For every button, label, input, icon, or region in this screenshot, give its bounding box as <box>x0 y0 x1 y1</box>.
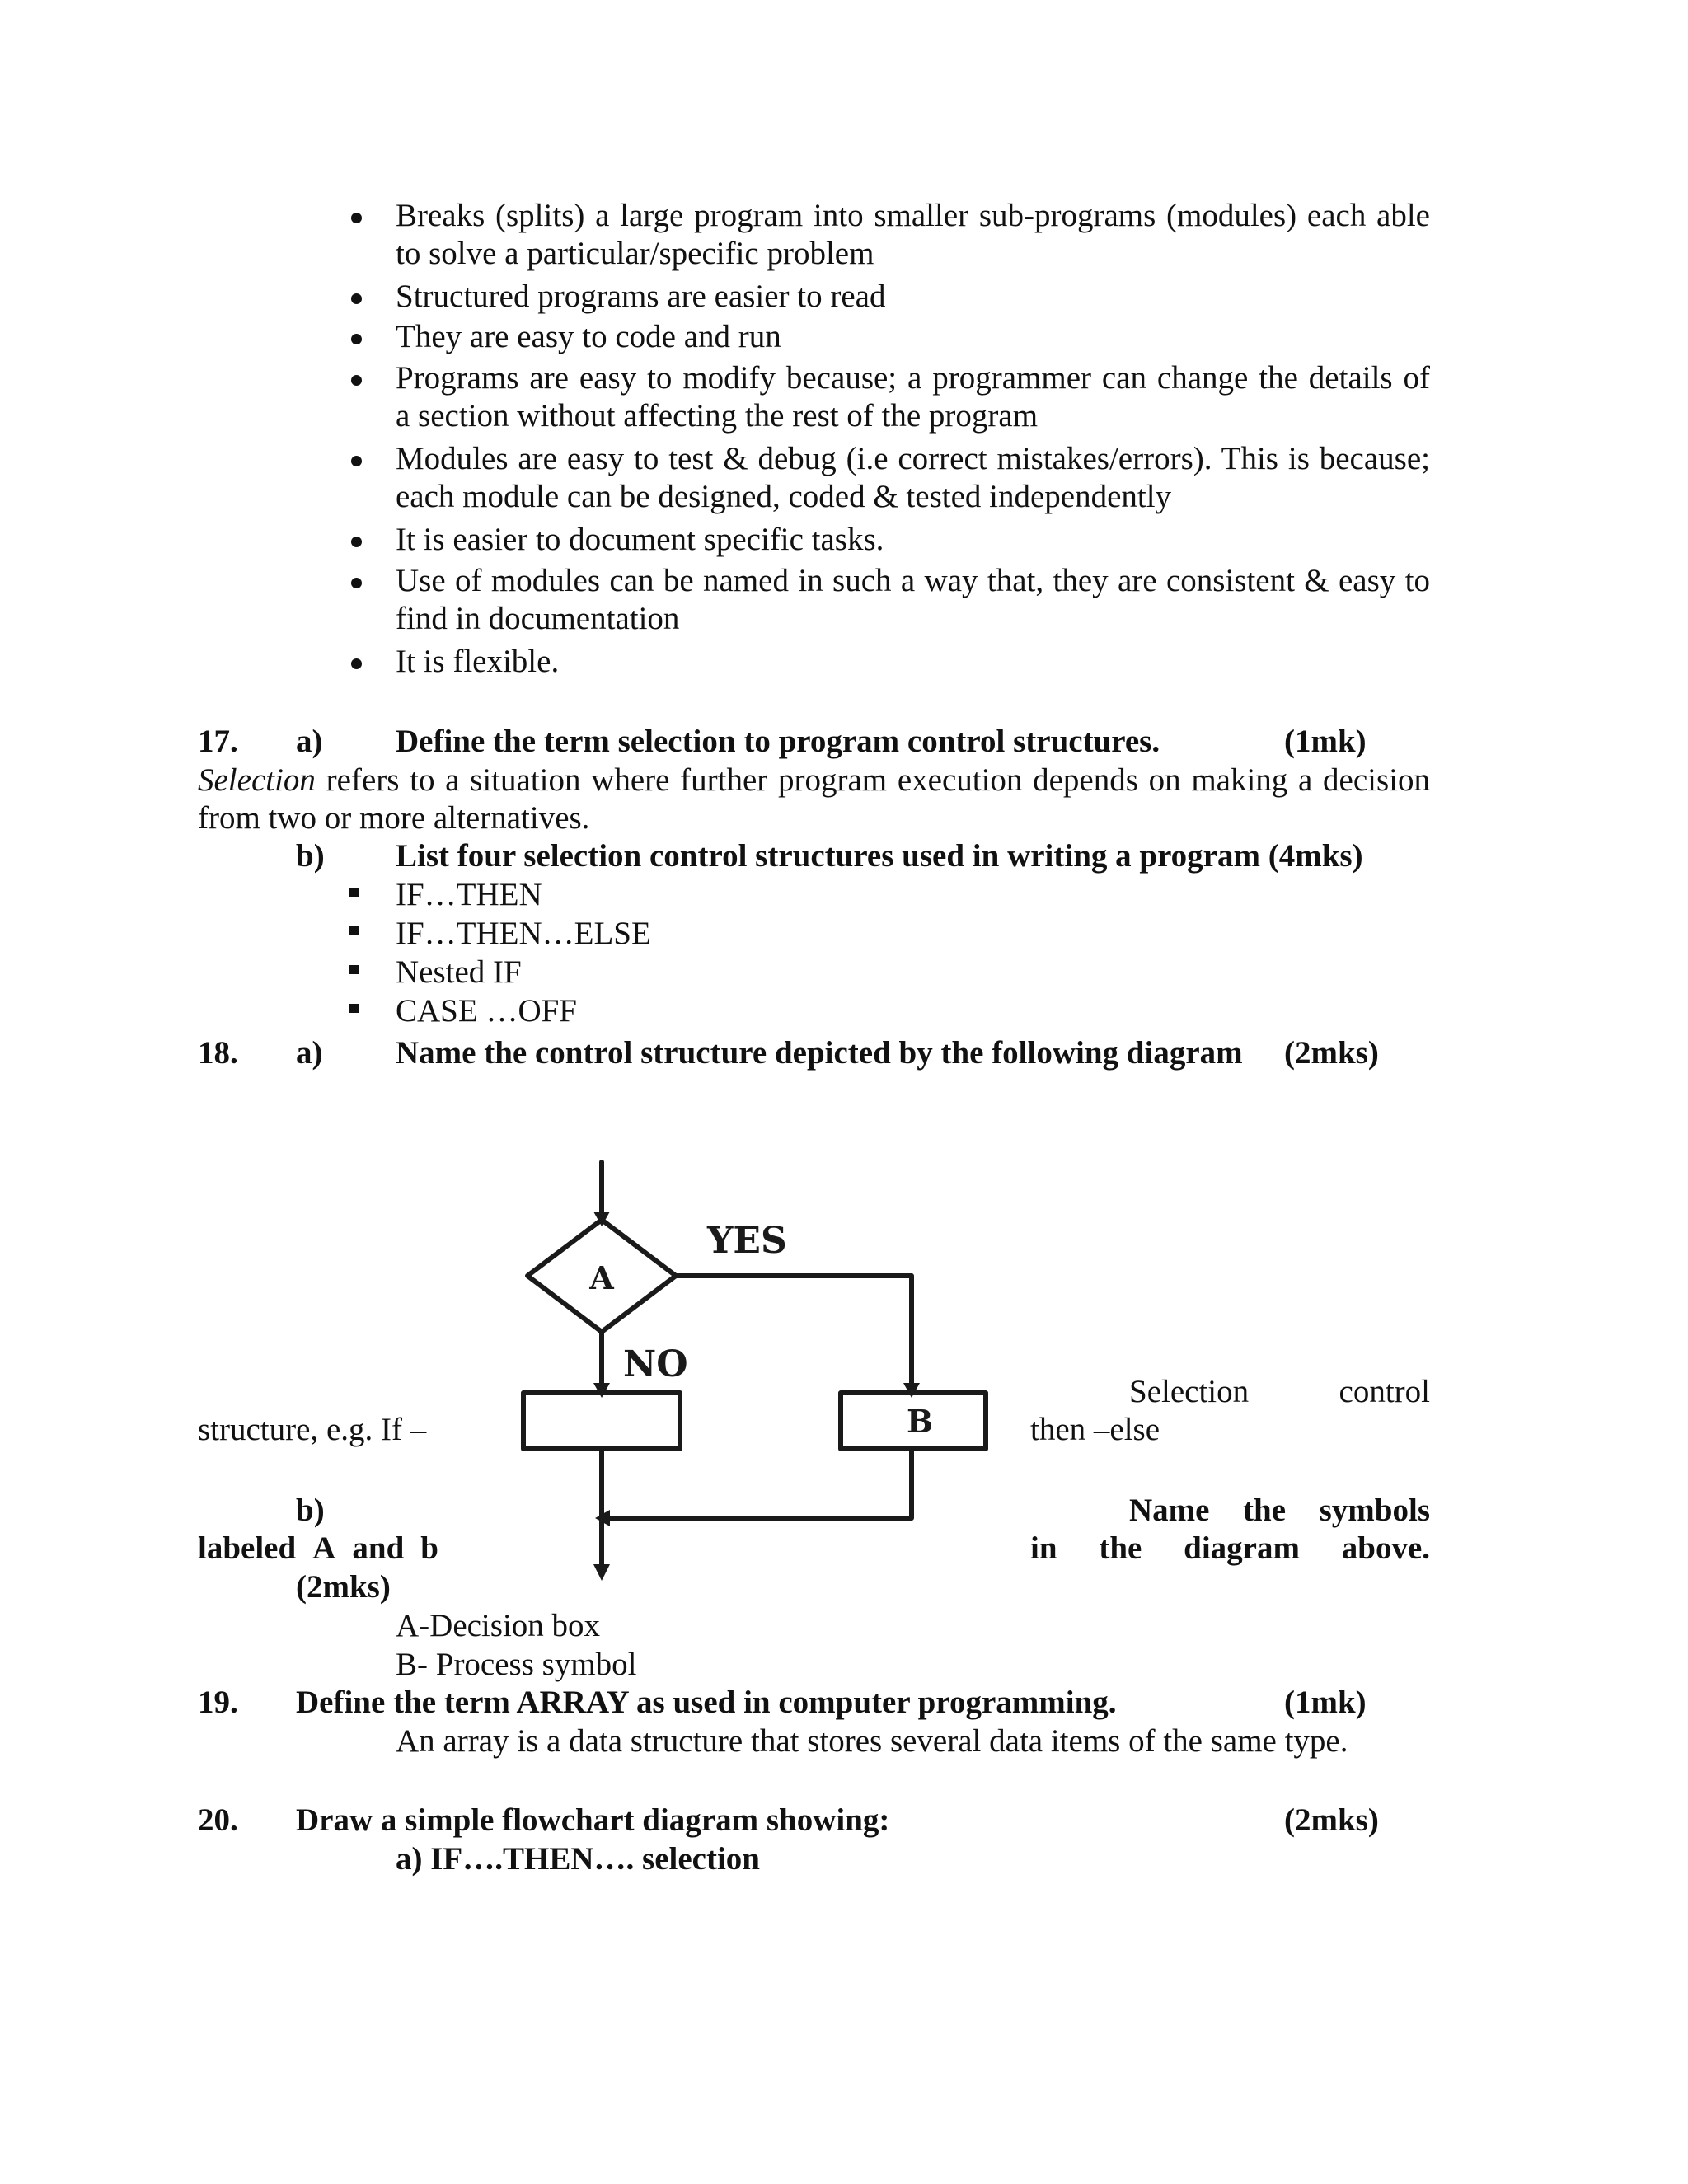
list-item: Programs are easy to modify because; a programmer can change the details of a section without affecting the rest of the program <box>396 360 1430 434</box>
answer-line: Selection control <box>1129 1374 1430 1409</box>
square-bullet-icon <box>349 1004 359 1013</box>
part-label: a) <box>296 724 323 759</box>
merge-line <box>608 1449 912 1518</box>
question-text: Name the symbols <box>1129 1493 1430 1528</box>
bullet-icon <box>351 658 362 669</box>
part-label: a) IF….THEN…. selection <box>396 1841 760 1877</box>
square-bullet-icon <box>349 926 359 935</box>
list-item: Structured programs are easier to read <box>396 279 886 314</box>
left-process-box <box>523 1393 680 1449</box>
list-item: Modules are easy to test & debug (i.e correct mistakes/errors). This is because; each module can be designed, coded & tested independently <box>396 441 1430 514</box>
marks: (1mk) <box>1284 724 1367 759</box>
list-item: They are easy to code and run <box>396 319 781 354</box>
question-number: 19. <box>198 1685 238 1720</box>
list-item: It is easier to document specific tasks. <box>396 522 884 557</box>
square-bullet-icon <box>349 965 359 974</box>
list-item: Nested IF <box>396 954 522 990</box>
list-item: CASE …OFF <box>396 993 577 1029</box>
list-item: It is flexible. <box>396 644 560 679</box>
bullet-icon <box>351 537 362 547</box>
question-text: in the diagram above. <box>1030 1530 1430 1566</box>
part-label: a) <box>296 1035 323 1071</box>
question-text: Define the term ARRAY as used in computer programming. <box>296 1685 1117 1720</box>
answer-text: structure, e.g. If – <box>198 1412 427 1447</box>
yes-label: YES <box>707 1220 787 1262</box>
question-text: List four selection control structures used in writing a program (4mks) <box>396 838 1363 874</box>
question-text: labeled A and b <box>198 1530 438 1566</box>
part-label: b) <box>296 838 325 874</box>
list-item: Use of modules can be named in such a way that, they are consistent & easy to find in documentation <box>396 563 1430 636</box>
part-label: b) <box>296 1493 325 1528</box>
bullet-icon <box>351 213 362 223</box>
answer-text: A-Decision box <box>396 1608 601 1643</box>
answer-text: Selection refers to a situation where further program execution depends on making a decision from two or more alternatives. <box>198 762 1430 836</box>
bullet-icon <box>351 293 362 304</box>
no-label: NO <box>623 1343 688 1385</box>
square-bullet-icon <box>349 888 359 897</box>
answer-text: then –else <box>1030 1412 1160 1447</box>
question-text: Draw a simple flowchart diagram showing: <box>296 1802 890 1838</box>
bullet-icon <box>351 578 362 588</box>
question-number: 18. <box>198 1035 238 1071</box>
question-text: Define the term selection to program control structures. <box>396 724 1160 759</box>
marks: (2mks) <box>296 1569 391 1605</box>
marks: (2mks) <box>1284 1802 1379 1838</box>
question-text: Name the control structure depicted by the following diagram <box>396 1035 1243 1071</box>
list-item: IF…THEN…ELSE <box>396 916 651 951</box>
selection-flowchart-diagram <box>503 1137 1030 1599</box>
bullet-icon <box>351 334 362 344</box>
process-label: B <box>906 1403 934 1440</box>
list-item: IF…THEN <box>396 877 542 912</box>
question-number: 17. <box>198 724 238 759</box>
marks: (2mks) <box>1284 1035 1379 1071</box>
bullet-icon <box>351 456 362 466</box>
yes-branch-line <box>676 1276 912 1385</box>
arrowhead-icon <box>593 1564 610 1581</box>
answer-text: An array is a data structure that stores several data items of the same type. <box>396 1723 1348 1759</box>
bullet-icon <box>351 375 362 386</box>
decision-label: A <box>589 1259 614 1296</box>
answer-text: B- Process symbol <box>396 1647 637 1682</box>
marks: (1mk) <box>1284 1685 1367 1720</box>
question-number: 20. <box>198 1802 238 1838</box>
list-item: Breaks (splits) a large program into smaller sub-programs (modules) each able to solve a particular/specific problem <box>396 198 1430 271</box>
